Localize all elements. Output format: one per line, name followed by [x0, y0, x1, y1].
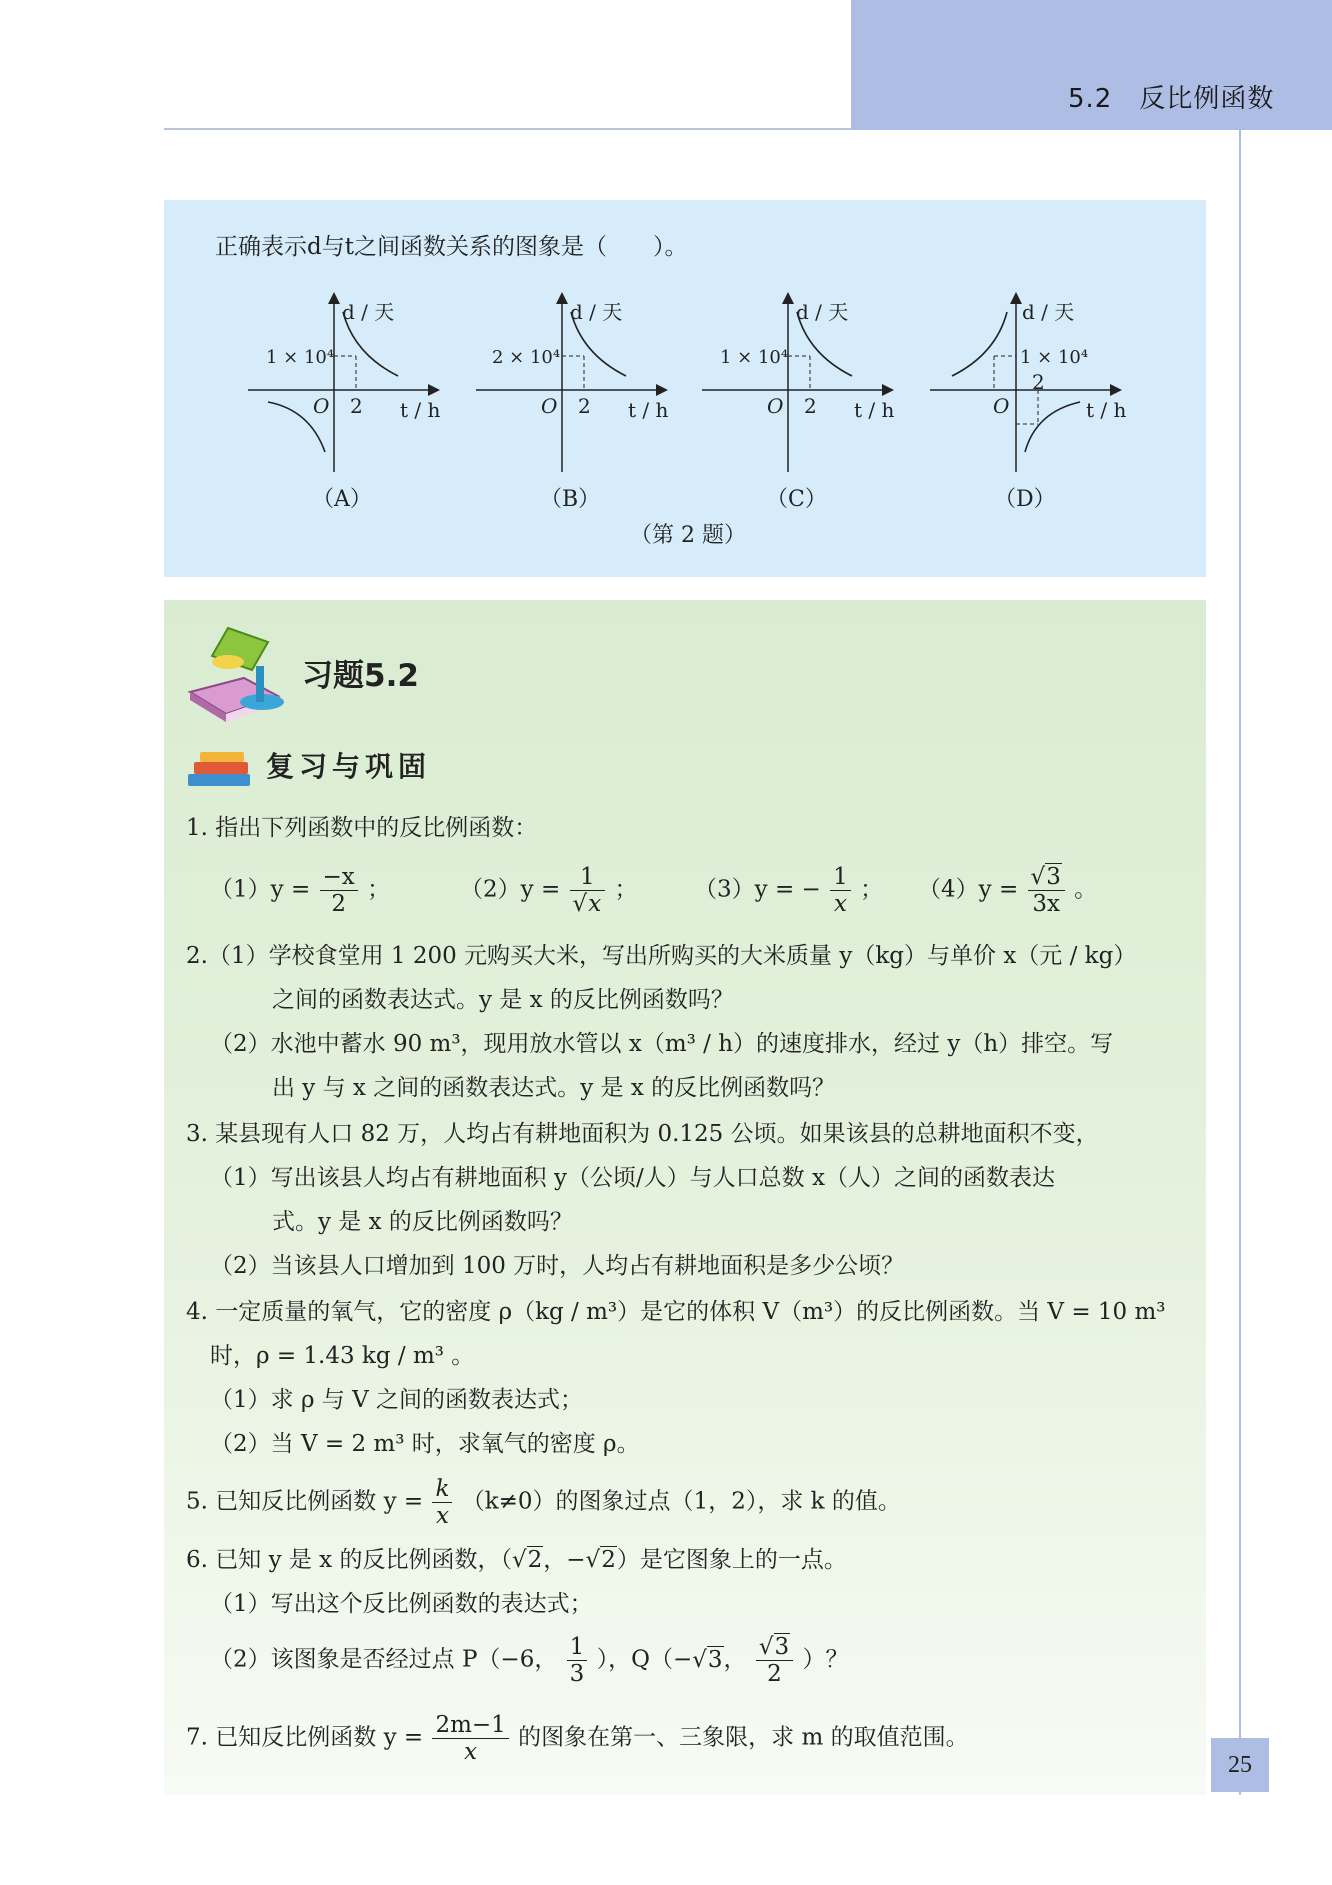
sqrt-symbol: √2 [585, 1547, 616, 1573]
problem4-line2: 时，ρ = 1.43 kg / m³ 。 [210, 1343, 475, 1369]
problem1-item2: （2）y = $\frac{1}{√x}$ ； [460, 864, 638, 917]
graph-a-ylabel: d / 天 [342, 300, 395, 324]
problem7: 7. 已知反比例函数 y = $\frac{2m-1}{x}$ 的图象在第一、三象限，求 m 的取值范围。 [186, 1712, 969, 1765]
graph-c-tick: 2 [804, 394, 817, 418]
problem1-item1: （1）y = $\frac{-x}{2}$ ； [210, 864, 391, 917]
problem3-line2: （1）写出该县人均占有耕地面积 y（公顷/人）与人口总数 x（人）之间的函数表达 [210, 1165, 1055, 1191]
problem1-item4: （4）y = $\frac{√3}{3x}$ 。 [918, 864, 1098, 917]
graph-d-value: 1 × 10⁴ [1020, 347, 1089, 368]
problem3-line1: 3. 某县现有人口 82 万，人均占有耕地面积为 0.125 公顷。如果该县的总耕地面积不变， [186, 1121, 1099, 1147]
p1-i3-label: （3）y = − [694, 876, 821, 903]
graph-c-origin: O [767, 394, 784, 418]
question2-stem: 正确表示d与t之间函数关系的图象是（ ）。 [215, 234, 688, 260]
graph-a-xlabel: t / h [400, 398, 441, 422]
sqrt-symbol: √x [572, 891, 602, 917]
problem2-line3: （2）水池中蓄水 90 m³，现用放水管以 x（m³ / h）的速度排水，经过 y（h）排空。写 [210, 1031, 1114, 1057]
graph-b-value: 2 × 10⁴ [492, 347, 561, 368]
margin-rule [1239, 130, 1241, 1795]
p1-i1-frac: $\frac{-x}{2}$ [320, 864, 358, 917]
graph-b-origin: O [541, 394, 558, 418]
problem5: 5. 已知反比例函数 y = $\frac{k}{x}$ （k≠0）的图象过点（1，2），求 k 的值。 [186, 1476, 901, 1529]
graph-c-value: 1 × 10⁴ [720, 347, 789, 368]
graph-d-label: （D） [994, 487, 1056, 512]
sqrt-symbol: √3 [758, 1634, 790, 1660]
problem6-line1: 6. 已知 y 是 x 的反比例函数，（√2，−√2）是它图象上的一点。 [186, 1544, 847, 1576]
lamp-book-icon [182, 622, 294, 726]
problem1-item3: （3）y = − $\frac{1}{x}$ ； [694, 864, 884, 917]
graph-d-tick: 2 [1032, 370, 1045, 394]
problem4-line3: （1）求 ρ 与 V 之间的函数表达式； [210, 1387, 584, 1413]
p1-i4-label: （4）y = [918, 876, 1019, 903]
problem4-line1: 4. 一定质量的氧气，它的密度 ρ（kg / m³）是它的体积 V（m³）的反比例函数。当 V = 10 m³ [186, 1299, 1166, 1325]
sqrt-symbol: √2 [511, 1547, 543, 1573]
graph-b-label: （B） [540, 487, 601, 512]
p7-frac: $\frac{2m-1}{x}$ [432, 1712, 508, 1765]
graph-c-label: （C） [766, 487, 827, 512]
p1-i1-label: （1）y = [210, 876, 311, 903]
graph-a-value: 1 × 10⁴ [266, 347, 335, 368]
p5-frac: $\frac{k}{x}$ [432, 1476, 452, 1529]
problem4-line4: （2）当 V = 2 m³ 时，求氧气的密度 ρ。 [210, 1431, 640, 1457]
problem6-line2: （1）写出这个反比例函数的表达式； [210, 1591, 593, 1617]
problem2-line4: 出 y 与 x 之间的函数表达式。y 是 x 的反比例函数吗？ [272, 1075, 836, 1101]
p1-i4-frac: $\frac{√3}{3x}$ [1028, 864, 1065, 917]
exercise-subtitle: 复习与巩固 [266, 750, 432, 783]
problem6-line3: （2）该图象是否经过点 P（−6， $\frac{1}{3}$ ），Q（−√3， $\frac{√3}{2}$ ）？ [210, 1634, 849, 1687]
p1-i2-frac: $\frac{1}{√x}$ [570, 864, 606, 917]
figure-caption: （第 2 题） [630, 523, 746, 548]
graph-d-ylabel: d / 天 [1022, 300, 1075, 324]
p6-frac2: $\frac{√3}{2}$ [756, 1634, 793, 1687]
books-icon [184, 746, 256, 790]
problem2-line1: 2.（1）学校食堂用 1 200 元购买大米，写出所购买的大米质量 y（kg）与单价 x（元 / kg） [186, 943, 1137, 969]
graph-b-xlabel: t / h [628, 398, 669, 422]
p1-i3-frac: $\frac{1}{x}$ [830, 864, 851, 917]
graph-a-tick: 2 [350, 394, 363, 418]
header-rule [164, 128, 852, 130]
p6-frac1: $\frac{1}{3}$ [567, 1634, 588, 1687]
problem3-line4: （2）当该县人口增加到 100 万时，人均占有耕地面积是多少公顷？ [210, 1253, 905, 1279]
graph-a-label: （A） [312, 487, 372, 512]
graph-a-origin: O [313, 394, 330, 418]
graph-d-origin: O [993, 394, 1010, 418]
page-number: 25 [1211, 1738, 1269, 1792]
sqrt-symbol: √3 [1030, 864, 1061, 890]
graph-b-tick: 2 [578, 394, 591, 418]
problem2-line2: 之间的函数表达式。y 是 x 的反比例函数吗？ [272, 987, 734, 1013]
problem1-stem: 1. 指出下列函数中的反比例函数： [186, 815, 538, 841]
graph-d-xlabel: t / h [1086, 398, 1127, 422]
graph-b-ylabel: d / 天 [570, 300, 623, 324]
section-title: 5.2 反比例函数 [1068, 84, 1275, 114]
graph-c-xlabel: t / h [854, 398, 895, 422]
exercise-title: 习题5.2 [302, 658, 419, 694]
problem3-line3: 式。y 是 x 的反比例函数吗？ [272, 1209, 573, 1235]
sqrt-symbol: √3 [692, 1646, 723, 1673]
p1-i2-label: （2）y = [460, 876, 561, 903]
graph-c-ylabel: d / 天 [796, 300, 849, 324]
